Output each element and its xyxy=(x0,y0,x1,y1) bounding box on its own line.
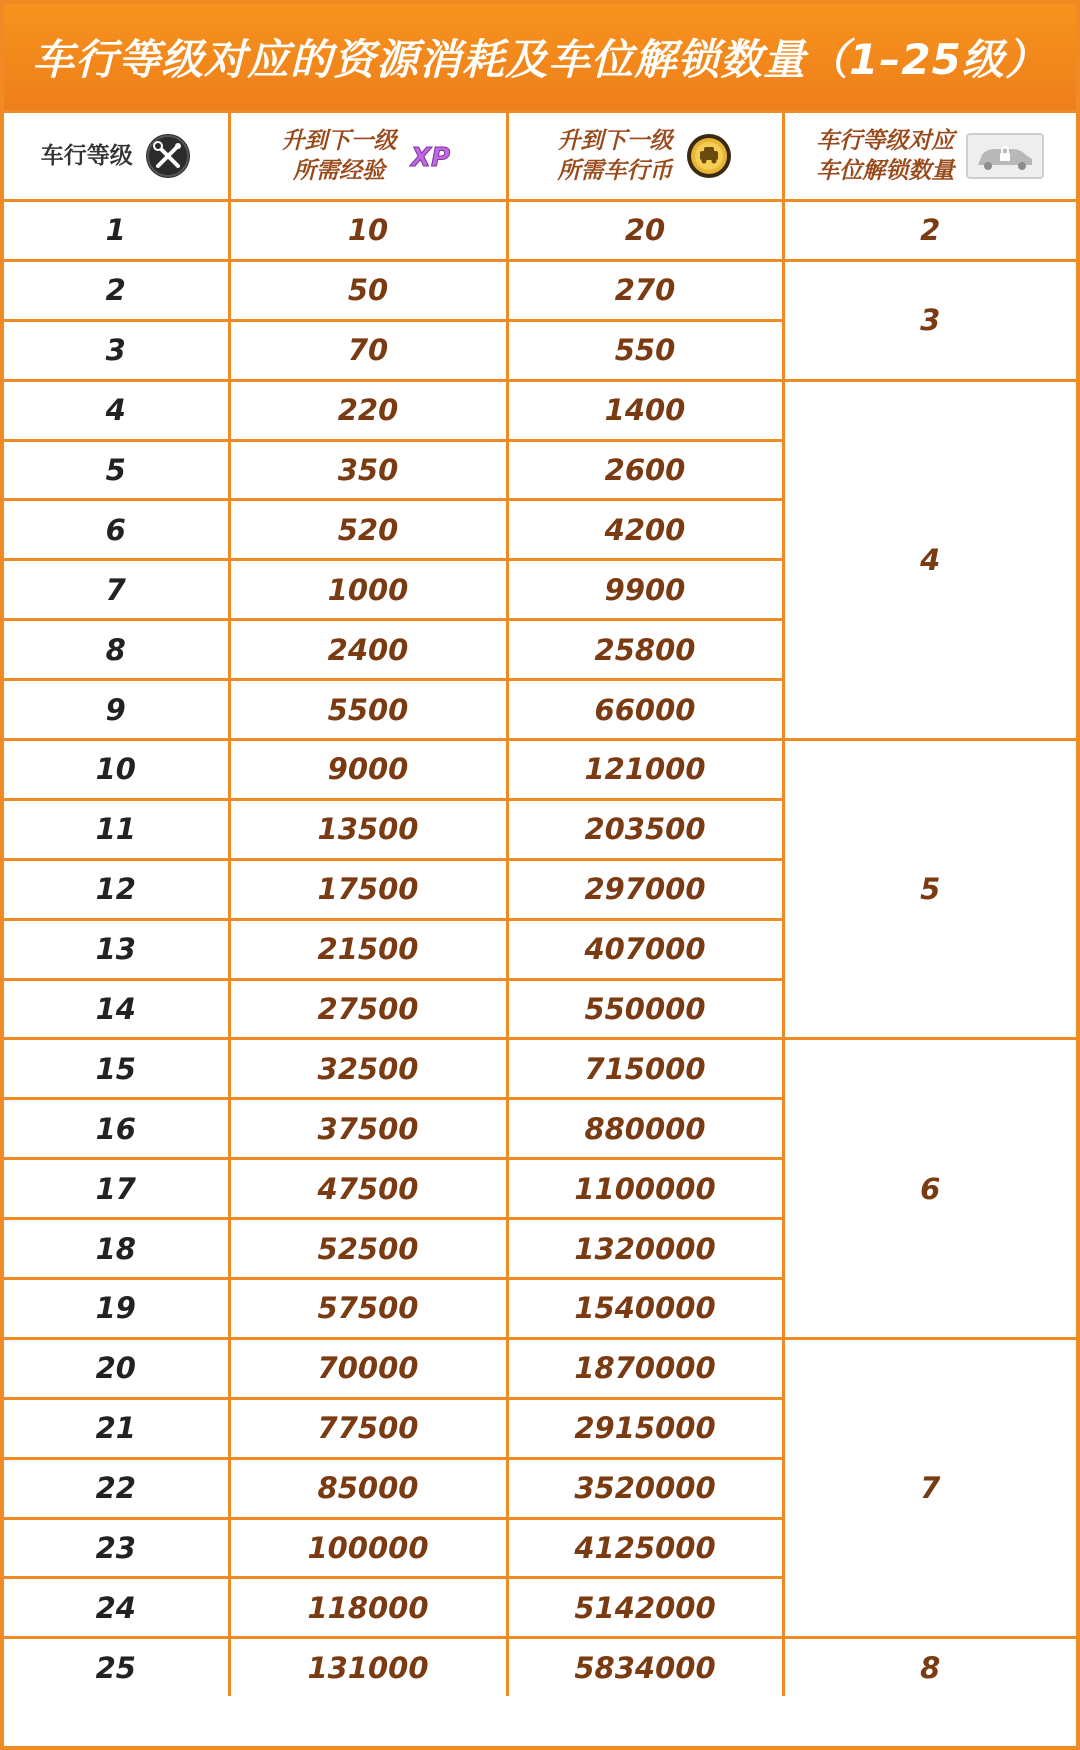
table-row xyxy=(4,1039,1076,1099)
coins-cell: 203500 xyxy=(507,799,783,859)
header-coins-line2: 所需车行币 xyxy=(557,158,673,184)
table-row xyxy=(4,1338,1076,1398)
xp-cell: 32500 xyxy=(229,1039,507,1099)
title-bar xyxy=(4,4,1076,113)
level-cell: 20 xyxy=(4,1338,229,1398)
level-cell: 2 xyxy=(4,260,229,320)
level-cell: 22 xyxy=(4,1458,229,1518)
level-cell: 12 xyxy=(4,859,229,919)
coins-cell: 1320000 xyxy=(507,1219,783,1279)
xp-cell: 27500 xyxy=(229,979,507,1039)
coins-cell: 1100000 xyxy=(507,1159,783,1219)
header-coins-line1: 升到下一级 xyxy=(557,128,673,154)
xp-cell: 17500 xyxy=(229,859,507,919)
table-row xyxy=(4,1638,1076,1696)
xp-cell: 2400 xyxy=(229,620,507,680)
coins-cell: 25800 xyxy=(507,620,783,680)
header-level-label: 车行等级 xyxy=(40,143,133,169)
header-xp-line1: 升到下一级 xyxy=(281,128,397,154)
xp-cell: 37500 xyxy=(229,1099,507,1159)
coins-cell: 4200 xyxy=(507,500,783,560)
level-cell: 18 xyxy=(4,1219,229,1279)
xp-cell: 220 xyxy=(229,380,507,440)
level-cell: 19 xyxy=(4,1279,229,1339)
coins-cell: 20 xyxy=(507,201,783,261)
level-cell: 17 xyxy=(4,1159,229,1219)
level-cell: 5 xyxy=(4,440,229,500)
coins-cell: 66000 xyxy=(507,680,783,740)
table-row xyxy=(4,740,1076,800)
level-cell: 10 xyxy=(4,740,229,800)
level-cell: 21 xyxy=(4,1398,229,1458)
level-cell: 15 xyxy=(4,1039,229,1099)
coins-cell: 9900 xyxy=(507,560,783,620)
level-cell: 13 xyxy=(4,919,229,979)
xp-cell: 52500 xyxy=(229,1219,507,1279)
xp-cell: 21500 xyxy=(229,919,507,979)
page-title: 车行等级对应的资源消耗及车位解锁数量（1–25级） xyxy=(32,35,1048,84)
header-xp xyxy=(229,113,507,201)
xp-cell: 118000 xyxy=(229,1578,507,1638)
xp-cell: 350 xyxy=(229,440,507,500)
xp-cell: 10 xyxy=(229,201,507,261)
level-cell: 14 xyxy=(4,979,229,1039)
level-cell: 9 xyxy=(4,680,229,740)
slots-cell: 6 xyxy=(783,1039,1076,1338)
header-slots-line2: 车位解锁数量 xyxy=(816,158,955,184)
coins-cell: 3520000 xyxy=(507,1458,783,1518)
coins-cell: 1540000 xyxy=(507,1279,783,1339)
xp-cell: 57500 xyxy=(229,1279,507,1339)
coin-icon xyxy=(685,132,733,180)
level-cell: 8 xyxy=(4,620,229,680)
level-cell: 7 xyxy=(4,560,229,620)
header-level xyxy=(4,113,229,201)
xp-cell: 70000 xyxy=(229,1338,507,1398)
coins-cell: 407000 xyxy=(507,919,783,979)
header-xp-line2: 所需经验 xyxy=(293,158,385,184)
header-slots-line1: 车行等级对应 xyxy=(816,128,955,154)
xp-cell: 47500 xyxy=(229,1159,507,1219)
coins-cell: 880000 xyxy=(507,1099,783,1159)
coins-cell: 270 xyxy=(507,260,783,320)
coins-cell: 297000 xyxy=(507,859,783,919)
car-slot-icon xyxy=(966,133,1044,179)
table-body xyxy=(4,201,1076,1697)
xp-cell: 85000 xyxy=(229,1458,507,1518)
coins-cell: 550 xyxy=(507,320,783,380)
coins-cell: 715000 xyxy=(507,1039,783,1099)
coins-cell: 5834000 xyxy=(507,1638,783,1696)
xp-cell: 13500 xyxy=(229,799,507,859)
coins-cell: 1400 xyxy=(507,380,783,440)
coins-cell: 1870000 xyxy=(507,1338,783,1398)
xp-cell: 9000 xyxy=(229,740,507,800)
table-header-row xyxy=(4,113,1076,201)
xp-cell: 77500 xyxy=(229,1398,507,1458)
level-cell: 6 xyxy=(4,500,229,560)
coins-cell: 4125000 xyxy=(507,1518,783,1578)
coins-cell: 2915000 xyxy=(507,1398,783,1458)
coins-cell: 5142000 xyxy=(507,1578,783,1638)
level-cell: 24 xyxy=(4,1578,229,1638)
level-table xyxy=(4,113,1076,1696)
slots-cell: 2 xyxy=(783,201,1076,261)
xp-cell: 520 xyxy=(229,500,507,560)
level-cell: 3 xyxy=(4,320,229,380)
level-cell: 4 xyxy=(4,380,229,440)
table-row xyxy=(4,260,1076,320)
xp-cell: 131000 xyxy=(229,1638,507,1696)
slots-cell: 4 xyxy=(783,380,1076,739)
header-coins xyxy=(507,113,783,201)
wrench-screwdriver-badge-icon xyxy=(145,133,191,179)
xp-cell: 100000 xyxy=(229,1518,507,1578)
slots-cell: 7 xyxy=(783,1338,1076,1637)
level-cell: 16 xyxy=(4,1099,229,1159)
level-cell: 11 xyxy=(4,799,229,859)
coins-cell: 2600 xyxy=(507,440,783,500)
xp-icon xyxy=(409,139,455,173)
xp-cell: 1000 xyxy=(229,560,507,620)
level-cell: 1 xyxy=(4,201,229,261)
table-row xyxy=(4,380,1076,440)
coins-cell: 121000 xyxy=(507,740,783,800)
xp-cell: 5500 xyxy=(229,680,507,740)
slots-cell: 8 xyxy=(783,1638,1076,1696)
svg-text:XP: XP xyxy=(410,143,450,173)
level-cell: 23 xyxy=(4,1518,229,1578)
slots-cell: 5 xyxy=(783,740,1076,1039)
xp-cell: 50 xyxy=(229,260,507,320)
header-slots xyxy=(783,113,1076,201)
xp-cell: 70 xyxy=(229,320,507,380)
coins-cell: 550000 xyxy=(507,979,783,1039)
table-row xyxy=(4,201,1076,261)
slots-cell: 3 xyxy=(783,260,1076,380)
level-cell: 25 xyxy=(4,1638,229,1696)
